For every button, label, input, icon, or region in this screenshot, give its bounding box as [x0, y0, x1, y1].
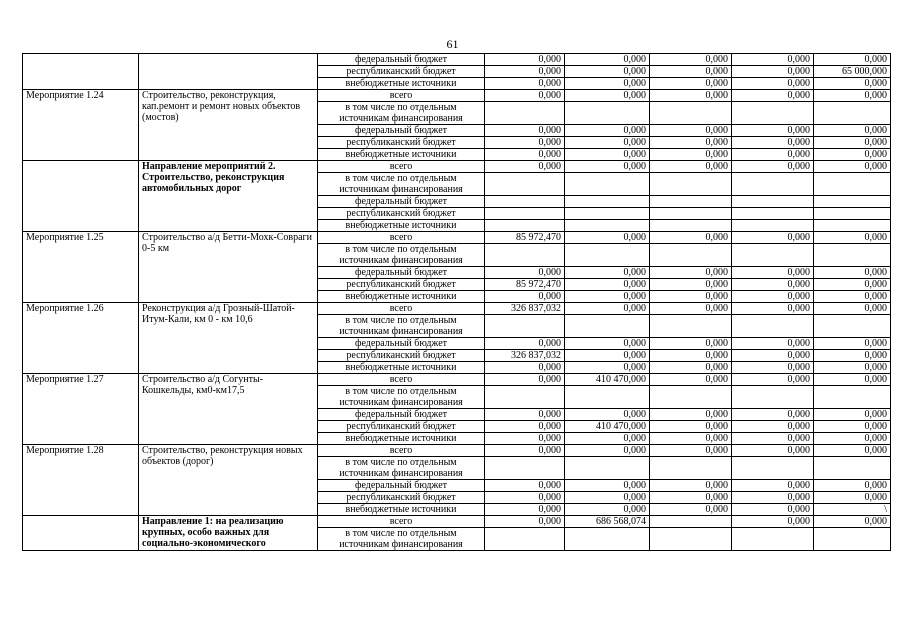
amount-cell: [485, 315, 565, 338]
amount-cell: [485, 528, 565, 551]
measure-id-cell: Мероприятие 1.24: [23, 90, 139, 161]
amount-cell: [814, 196, 891, 208]
amount-cell: 0,000: [485, 445, 565, 457]
amount-cell: [814, 244, 891, 267]
amount-cell: 0,000: [565, 350, 650, 362]
amount-cell: 0,000: [565, 445, 650, 457]
amount-cell: [565, 102, 650, 125]
measure-name-cell: [139, 54, 318, 90]
amount-cell: 0,000: [485, 54, 565, 66]
table-row: [23, 516, 891, 528]
funding-source-cell: внебюджетные источники: [318, 291, 485, 303]
amount-cell: [565, 457, 650, 480]
funding-source-cell: в том числе по отдельным источникам финансирования: [318, 457, 485, 480]
funding-source-cell: федеральный бюджет: [318, 480, 485, 492]
amount-cell: [565, 208, 650, 220]
amount-cell: 0,000: [565, 504, 650, 516]
amount-cell: 0,000: [485, 291, 565, 303]
measure-id-cell: Мероприятие 1.25: [23, 232, 139, 303]
funding-source-cell: федеральный бюджет: [318, 338, 485, 350]
amount-cell: 0,000: [732, 374, 814, 386]
amount-cell: 0,000: [732, 350, 814, 362]
amount-cell: 0,000: [650, 409, 732, 421]
amount-cell: 0,000: [485, 267, 565, 279]
amount-cell: 0,000: [814, 303, 891, 315]
amount-cell: [650, 244, 732, 267]
amount-cell: 0,000: [565, 492, 650, 504]
amount-cell: 0,000: [650, 362, 732, 374]
amount-cell: 0,000: [650, 125, 732, 137]
amount-cell: 0,000: [650, 66, 732, 78]
amount-cell: 0,000: [565, 149, 650, 161]
amount-cell: 0,000: [732, 516, 814, 528]
table-row: [23, 54, 891, 66]
measure-id-cell: Мероприятие 1.27: [23, 374, 139, 445]
funding-source-cell: в том числе по отдельным источникам финансирования: [318, 102, 485, 125]
amount-cell: 0,000: [565, 303, 650, 315]
amount-cell: 0,000: [565, 161, 650, 173]
amount-cell: [485, 386, 565, 409]
amount-cell: [565, 315, 650, 338]
funding-source-cell: в том числе по отдельным источникам финансирования: [318, 173, 485, 196]
amount-cell: [732, 244, 814, 267]
funding-source-cell: федеральный бюджет: [318, 267, 485, 279]
amount-cell: 85 972,470: [485, 232, 565, 244]
funding-source-cell: всего: [318, 232, 485, 244]
amount-cell: [814, 457, 891, 480]
amount-cell: 0,000: [485, 516, 565, 528]
amount-cell: 0,000: [814, 54, 891, 66]
amount-cell: [565, 173, 650, 196]
amount-cell: 0,000: [485, 90, 565, 102]
funding-source-cell: республиканский бюджет: [318, 350, 485, 362]
amount-cell: [732, 173, 814, 196]
funding-source-cell: в том числе по отдельным источникам финансирования: [318, 315, 485, 338]
funding-source-cell: всего: [318, 161, 485, 173]
amount-cell: 0,000: [485, 409, 565, 421]
funding-source-cell: внебюджетные источники: [318, 362, 485, 374]
amount-cell: [814, 315, 891, 338]
amount-cell: 0,000: [814, 279, 891, 291]
funding-source-cell: республиканский бюджет: [318, 279, 485, 291]
amount-cell: 0,000: [814, 350, 891, 362]
amount-cell: 0,000: [650, 504, 732, 516]
amount-cell: 0,000: [732, 66, 814, 78]
amount-cell: [650, 516, 732, 528]
amount-cell: 0,000: [565, 480, 650, 492]
amount-cell: [565, 244, 650, 267]
amount-cell: 0,000: [732, 338, 814, 350]
amount-cell: [732, 386, 814, 409]
funding-source-cell: республиканский бюджет: [318, 66, 485, 78]
amount-cell: 0,000: [650, 480, 732, 492]
amount-cell: 0,000: [814, 338, 891, 350]
amount-cell: 0,000: [814, 291, 891, 303]
amount-cell: [485, 102, 565, 125]
amount-cell: 0,000: [565, 232, 650, 244]
amount-cell: 0,000: [565, 54, 650, 66]
amount-cell: 0,000: [650, 433, 732, 445]
funding-source-cell: федеральный бюджет: [318, 54, 485, 66]
amount-cell: 0,000: [732, 445, 814, 457]
amount-cell: 0,000: [732, 433, 814, 445]
amount-cell: 0,000: [565, 125, 650, 137]
measure-name-cell: Строительство а/д Согунты-Кошкельды, км0-км17,5: [139, 374, 318, 445]
amount-cell: 0,000: [814, 433, 891, 445]
amount-cell: 0,000: [814, 125, 891, 137]
amount-cell: 0,000: [814, 421, 891, 433]
amount-cell: [732, 528, 814, 551]
amount-cell: [485, 457, 565, 480]
funding-source-cell: федеральный бюджет: [318, 409, 485, 421]
amount-cell: [650, 386, 732, 409]
funding-source-cell: республиканский бюджет: [318, 492, 485, 504]
amount-cell: 0,000: [814, 267, 891, 279]
amount-cell: 0,000: [565, 409, 650, 421]
amount-cell: 0,000: [485, 504, 565, 516]
amount-cell: 0,000: [650, 149, 732, 161]
amount-cell: 0,000: [732, 137, 814, 149]
amount-cell: 0,000: [485, 149, 565, 161]
amount-cell: 0,000: [650, 232, 732, 244]
amount-cell: 0,000: [732, 161, 814, 173]
amount-cell: 0,000: [732, 78, 814, 90]
amount-cell: 0,000: [732, 303, 814, 315]
amount-cell: 0,000: [565, 362, 650, 374]
amount-cell: 0,000: [485, 421, 565, 433]
amount-cell: 0,000: [814, 161, 891, 173]
amount-cell: 0,000: [732, 480, 814, 492]
funding-source-cell: федеральный бюджет: [318, 196, 485, 208]
amount-cell: [485, 173, 565, 196]
measure-name-cell: Направление 1: на реализацию крупных, особо важных для социально-экономического: [139, 516, 318, 551]
amount-cell: 0,000: [650, 350, 732, 362]
funding-source-cell: республиканский бюджет: [318, 421, 485, 433]
amount-cell: 0,000: [650, 374, 732, 386]
amount-cell: [650, 220, 732, 232]
amount-cell: [732, 102, 814, 125]
amount-cell: 0,000: [650, 445, 732, 457]
amount-cell: 0,000: [814, 492, 891, 504]
funding-source-cell: внебюджетные источники: [318, 78, 485, 90]
funding-source-cell: республиканский бюджет: [318, 137, 485, 149]
table-row: [23, 303, 891, 315]
table-row: [23, 161, 891, 173]
table-row: [23, 374, 891, 386]
measure-id-cell: [23, 516, 139, 551]
funding-source-cell: всего: [318, 516, 485, 528]
funding-source-cell: в том числе по отдельным источникам финансирования: [318, 244, 485, 267]
amount-cell: [485, 196, 565, 208]
table-row: [23, 232, 891, 244]
measure-name-cell: Строительство, реконструкция, кап.ремонт и ремонт новых объектов (мостов): [139, 90, 318, 161]
funding-source-cell: всего: [318, 90, 485, 102]
amount-cell: 0,000: [485, 338, 565, 350]
amount-cell: 0,000: [650, 279, 732, 291]
amount-cell: 0,000: [814, 409, 891, 421]
amount-cell: 0,000: [650, 338, 732, 350]
measure-id-cell: Мероприятие 1.26: [23, 303, 139, 374]
amount-cell: 0,000: [485, 492, 565, 504]
amount-cell: 0,000: [565, 267, 650, 279]
amount-cell: [650, 528, 732, 551]
measure-id-cell: Мероприятие 1.28: [23, 445, 139, 516]
amount-cell: 410 470,000: [565, 421, 650, 433]
amount-cell: [565, 528, 650, 551]
funding-source-cell: всего: [318, 445, 485, 457]
amount-cell: 0,000: [650, 267, 732, 279]
amount-cell: 0,000: [650, 137, 732, 149]
amount-cell: 0,000: [650, 54, 732, 66]
funding-source-cell: внебюджетные источники: [318, 220, 485, 232]
amount-cell: 0,000: [485, 362, 565, 374]
amount-cell: 0,000: [485, 433, 565, 445]
amount-cell: [732, 457, 814, 480]
amount-cell: 0,000: [732, 421, 814, 433]
amount-cell: 0,000: [732, 54, 814, 66]
amount-cell: 0,000: [650, 291, 732, 303]
funding-source-cell: в том числе по отдельным источникам финансирования: [318, 386, 485, 409]
amount-cell: 0,000: [732, 362, 814, 374]
amount-cell: [565, 386, 650, 409]
amount-cell: 0,000: [732, 279, 814, 291]
amount-cell: [814, 102, 891, 125]
amount-cell: [650, 196, 732, 208]
amount-cell: 85 972,470: [485, 279, 565, 291]
amount-cell: 0,000: [485, 125, 565, 137]
amount-cell: 0,000: [814, 137, 891, 149]
funding-source-cell: всего: [318, 374, 485, 386]
amount-cell: 0,000: [565, 291, 650, 303]
amount-cell: [485, 244, 565, 267]
amount-cell: 0,000: [814, 480, 891, 492]
amount-cell: 0,000: [732, 149, 814, 161]
financing-table: [22, 53, 891, 551]
page-number: 61: [446, 37, 459, 51]
amount-cell: 0,000: [814, 90, 891, 102]
amount-cell: 0,000: [732, 90, 814, 102]
amount-cell: 0,000: [565, 338, 650, 350]
amount-cell: 0,000: [650, 303, 732, 315]
amount-cell: [565, 196, 650, 208]
amount-cell: 65 000,000: [814, 66, 891, 78]
amount-cell: 0,000: [650, 90, 732, 102]
amount-cell: [650, 208, 732, 220]
amount-cell: 0,000: [485, 78, 565, 90]
amount-cell: [814, 173, 891, 196]
amount-cell: 0,000: [485, 480, 565, 492]
amount-cell: [485, 220, 565, 232]
amount-cell: 0,000: [485, 137, 565, 149]
funding-source-cell: внебюджетные источники: [318, 149, 485, 161]
amount-cell: 0,000: [650, 161, 732, 173]
amount-cell: 410 470,000: [565, 374, 650, 386]
amount-cell: 0,000: [732, 504, 814, 516]
amount-cell: 0,000: [732, 492, 814, 504]
amount-cell: 326 837,032: [485, 303, 565, 315]
amount-cell: 0,000: [565, 279, 650, 291]
amount-cell: \: [814, 504, 891, 516]
amount-cell: 0,000: [650, 492, 732, 504]
amount-cell: 0,000: [732, 125, 814, 137]
amount-cell: 0,000: [565, 137, 650, 149]
amount-cell: [650, 102, 732, 125]
amount-cell: 0,000: [485, 374, 565, 386]
amount-cell: [814, 220, 891, 232]
funding-source-cell: внебюджетные источники: [318, 433, 485, 445]
funding-source-cell: в том числе по отдельным источникам финансирования: [318, 528, 485, 551]
measure-id-cell: [23, 54, 139, 90]
amount-cell: [485, 208, 565, 220]
funding-source-cell: внебюджетные источники: [318, 504, 485, 516]
amount-cell: 0,000: [732, 409, 814, 421]
measure-id-cell: [23, 161, 139, 232]
amount-cell: 0,000: [814, 445, 891, 457]
amount-cell: 0,000: [565, 78, 650, 90]
amount-cell: [732, 315, 814, 338]
amount-cell: 0,000: [732, 232, 814, 244]
table-row: [23, 90, 891, 102]
measure-name-cell: Направление мероприятий 2. Строительство, реконструкция автомобильных дорог: [139, 161, 318, 232]
amount-cell: [814, 386, 891, 409]
amount-cell: 0,000: [485, 66, 565, 78]
funding-source-cell: федеральный бюджет: [318, 125, 485, 137]
amount-cell: 0,000: [814, 374, 891, 386]
amount-cell: 326 837,032: [485, 350, 565, 362]
amount-cell: 0,000: [814, 78, 891, 90]
amount-cell: [814, 528, 891, 551]
amount-cell: 0,000: [814, 516, 891, 528]
amount-cell: 0,000: [650, 78, 732, 90]
amount-cell: [732, 208, 814, 220]
amount-cell: [565, 220, 650, 232]
amount-cell: [732, 220, 814, 232]
amount-cell: 0,000: [565, 433, 650, 445]
amount-cell: [814, 208, 891, 220]
measure-name-cell: Реконструкция а/д Грозный-Шатой-Итум-Кали, км 0 - км 10,6: [139, 303, 318, 374]
measure-name-cell: Строительство, реконструкция новых объектов (дорог): [139, 445, 318, 516]
amount-cell: [650, 457, 732, 480]
funding-source-cell: республиканский бюджет: [318, 208, 485, 220]
amount-cell: 0,000: [732, 291, 814, 303]
amount-cell: 0,000: [650, 421, 732, 433]
amount-cell: 0,000: [814, 362, 891, 374]
table-row: [23, 445, 891, 457]
amount-cell: 0,000: [485, 161, 565, 173]
amount-cell: 0,000: [814, 232, 891, 244]
amount-cell: 0,000: [565, 66, 650, 78]
amount-cell: [650, 315, 732, 338]
amount-cell: [650, 173, 732, 196]
amount-cell: 0,000: [565, 90, 650, 102]
amount-cell: 0,000: [732, 267, 814, 279]
measure-name-cell: Строительство а/д Бетти-Мохк-Совраги 0-5 км: [139, 232, 318, 303]
amount-cell: [732, 196, 814, 208]
funding-source-cell: всего: [318, 303, 485, 315]
amount-cell: 686 568,074: [565, 516, 650, 528]
amount-cell: 0,000: [814, 149, 891, 161]
